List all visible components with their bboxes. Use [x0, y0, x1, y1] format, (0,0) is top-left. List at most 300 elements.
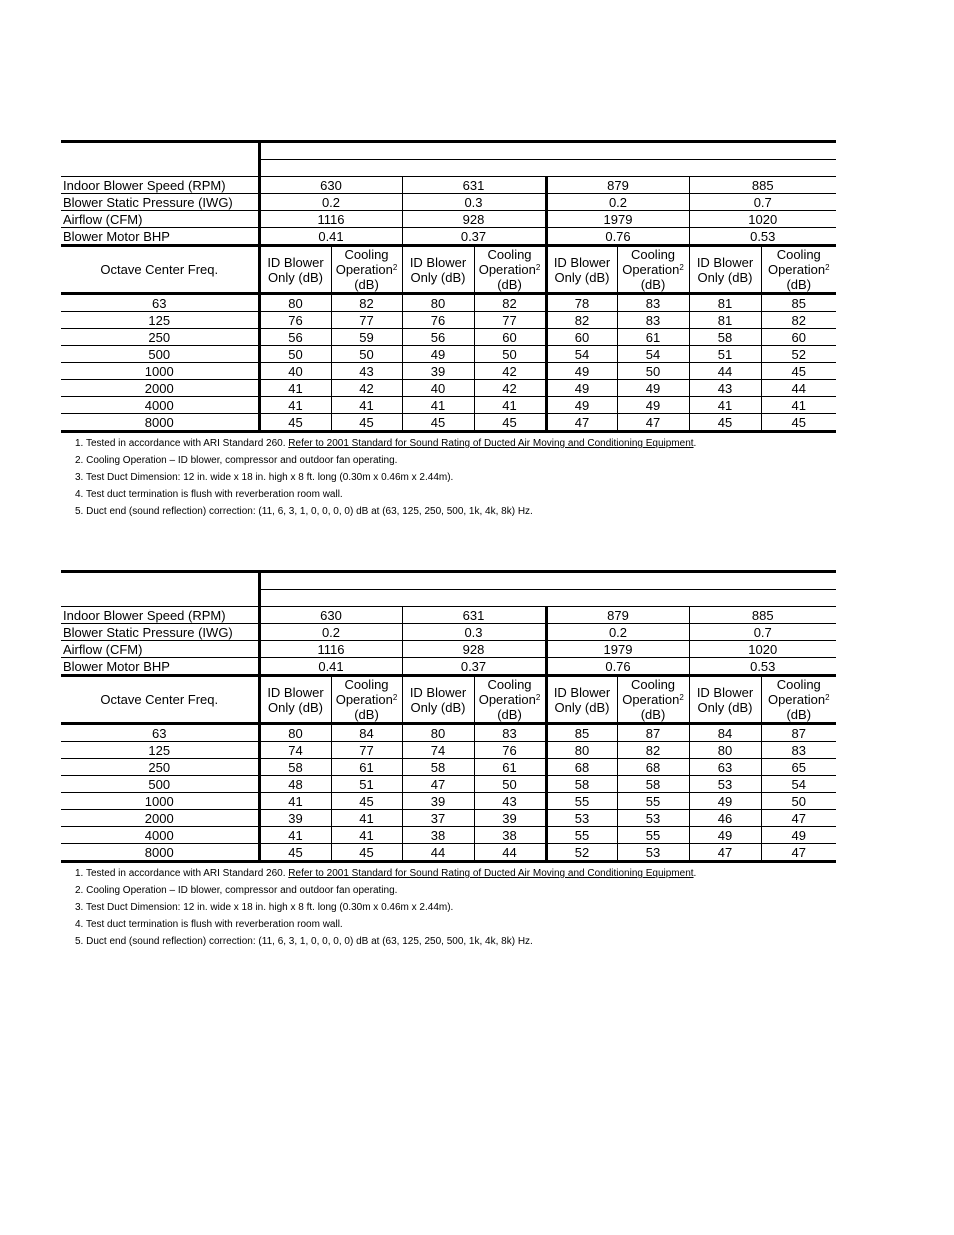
- freq-cell: 63: [61, 724, 259, 742]
- info-value: 0.2: [259, 194, 402, 211]
- info-value: 928: [402, 641, 546, 658]
- db-value-cell: 41: [474, 397, 546, 414]
- db-value-cell: 39: [474, 810, 546, 827]
- footnote-1-text: 1. Tested in accordance with ARI Standard 260.: [75, 868, 289, 879]
- freq-cell: 8000: [61, 414, 259, 432]
- cooling-header-line3: (dB): [640, 277, 666, 292]
- db-value-cell: 58: [546, 776, 617, 793]
- db-value-cell: 74: [259, 742, 331, 759]
- cooling-header-line3: (dB): [354, 277, 379, 292]
- db-value-cell: 37: [402, 810, 474, 827]
- db-value-cell: 77: [331, 312, 402, 329]
- info-label: Airflow (CFM): [61, 641, 259, 658]
- db-value-cell: 80: [402, 724, 474, 742]
- freq-cell: 250: [61, 759, 259, 776]
- db-value-cell: 45: [331, 414, 402, 432]
- cooling-header: [761, 676, 836, 724]
- table-row: [61, 793, 836, 810]
- db-value-cell: 54: [546, 346, 617, 363]
- table-row: [61, 742, 836, 759]
- db-value-cell: 82: [331, 294, 402, 312]
- info-label: Indoor Blower Speed (RPM): [61, 177, 259, 194]
- freq-cell: 500: [61, 776, 259, 793]
- footnote-marker: 2: [392, 693, 398, 702]
- db-value-cell: 83: [617, 294, 689, 312]
- footnote-2: 2. Cooling Operation – ID blower, compressor and outdoor fan operating.: [75, 455, 398, 466]
- db-value-cell: 61: [474, 759, 546, 776]
- id-blower-header: [259, 246, 331, 294]
- info-row: [61, 658, 836, 676]
- db-value-cell: 49: [689, 827, 761, 844]
- cooling-header-line3: (dB): [497, 707, 522, 722]
- db-value-cell: 41: [331, 810, 402, 827]
- info-value: 928: [402, 211, 546, 228]
- footnote-4: 4. Test duct termination is flush with reverberation room wall.: [75, 919, 343, 930]
- table-top-rule: [61, 142, 836, 160]
- table-row: [61, 759, 836, 776]
- info-value: 0.3: [402, 194, 546, 211]
- cooling-header-line1: Cooling: [776, 247, 821, 262]
- cooling-header-line1: Cooling: [344, 677, 389, 692]
- db-value-cell: 42: [331, 380, 402, 397]
- db-value-cell: 40: [259, 363, 331, 380]
- id-blower-header-line1: ID Blower: [696, 254, 754, 270]
- db-value-cell: 63: [689, 759, 761, 776]
- cooling-header-line2: Operation: [767, 262, 826, 277]
- column-header-row: [61, 676, 836, 724]
- db-value-cell: 53: [689, 776, 761, 793]
- info-value: 0.41: [259, 658, 402, 676]
- db-value-cell: 53: [617, 844, 689, 862]
- db-value-cell: 51: [689, 346, 761, 363]
- info-row: [61, 228, 836, 246]
- info-label: Blower Motor BHP: [61, 658, 259, 676]
- table-row: [61, 810, 836, 827]
- footnote-marker: 2: [535, 263, 541, 272]
- db-value-cell: 38: [402, 827, 474, 844]
- info-value: 0.37: [402, 658, 546, 676]
- db-value-cell: 49: [546, 397, 617, 414]
- cooling-header: [474, 246, 546, 294]
- info-value: 885: [689, 177, 836, 194]
- info-row: [61, 641, 836, 658]
- table-row: [61, 380, 836, 397]
- db-value-cell: 39: [259, 810, 331, 827]
- cooling-header: [331, 676, 402, 724]
- info-value: 0.41: [259, 228, 402, 246]
- info-label: Indoor Blower Speed (RPM): [61, 607, 259, 624]
- footnotes: [61, 435, 836, 520]
- freq-header: Octave Center Freq.: [61, 676, 259, 724]
- db-value-cell: 50: [474, 776, 546, 793]
- footnote-1: [75, 865, 836, 882]
- db-value-cell: 55: [546, 827, 617, 844]
- db-value-cell: 54: [617, 346, 689, 363]
- info-value: 0.7: [689, 624, 836, 641]
- id-blower-header: [689, 676, 761, 724]
- id-blower-header-line2: Only (dB): [554, 269, 610, 285]
- cooling-header-line1: Cooling: [776, 677, 821, 692]
- db-value-cell: 41: [331, 397, 402, 414]
- cooling-header-line3: (dB): [786, 707, 812, 722]
- db-value-cell: 58: [689, 329, 761, 346]
- id-blower-header-line2: Only (dB): [697, 269, 753, 285]
- db-value-cell: 49: [689, 793, 761, 810]
- id-blower-header-line2: Only (dB): [268, 269, 323, 285]
- info-value: 631: [402, 607, 546, 624]
- footnote-5: 5. Duct end (sound reflection) correction: (11, 6, 3, 1, 0, 0, 0, 0) dB at (63, 125, 250, 500, 1k, 4k, 8k) Hz.: [75, 506, 533, 517]
- db-value-cell: 45: [474, 414, 546, 432]
- db-value-cell: 50: [259, 346, 331, 363]
- freq-cell: 4000: [61, 827, 259, 844]
- table-row: [61, 414, 836, 432]
- cooling-header: [761, 246, 836, 294]
- db-value-cell: 77: [474, 312, 546, 329]
- info-value: 1979: [546, 211, 689, 228]
- db-value-cell: 55: [617, 793, 689, 810]
- db-value-cell: 65: [761, 759, 836, 776]
- db-value-cell: 50: [617, 363, 689, 380]
- db-value-cell: 41: [402, 397, 474, 414]
- info-row: [61, 177, 836, 194]
- cooling-header: [617, 246, 689, 294]
- info-value: 1020: [689, 211, 836, 228]
- db-value-cell: 85: [761, 294, 836, 312]
- db-value-cell: 84: [331, 724, 402, 742]
- table-row: [61, 397, 836, 414]
- info-value: 631: [402, 177, 546, 194]
- cooling-header-line3: (dB): [640, 707, 666, 722]
- info-value: 0.76: [546, 658, 689, 676]
- sound-table-block-2: [61, 570, 836, 950]
- db-value-cell: 50: [331, 346, 402, 363]
- id-blower-header-line1: ID Blower: [267, 254, 324, 270]
- footnote-3: 3. Test Duct Dimension: 12 in. wide x 18 in. high x 8 ft. long (0.30m x 0.46m x 2.44m).: [75, 902, 454, 913]
- info-label: Blower Static Pressure (IWG): [61, 194, 259, 211]
- db-value-cell: 47: [761, 810, 836, 827]
- info-label: Airflow (CFM): [61, 211, 259, 228]
- info-value: 630: [259, 177, 402, 194]
- db-value-cell: 45: [331, 793, 402, 810]
- db-value-cell: 41: [761, 397, 836, 414]
- freq-cell: 1000: [61, 363, 259, 380]
- db-value-cell: 76: [474, 742, 546, 759]
- db-value-cell: 76: [402, 312, 474, 329]
- info-row: [61, 211, 836, 228]
- id-blower-header-line2: Only (dB): [410, 269, 466, 285]
- db-value-cell: 56: [259, 329, 331, 346]
- db-value-cell: 39: [402, 363, 474, 380]
- db-value-cell: 81: [689, 294, 761, 312]
- column-header-row: [61, 246, 836, 294]
- footnote-1-text: 1. Tested in accordance with ARI Standard 260.: [75, 438, 289, 449]
- id-blower-header: [546, 246, 617, 294]
- cooling-header-line3: (dB): [786, 277, 812, 292]
- info-label: Blower Motor BHP: [61, 228, 259, 246]
- db-value-cell: 87: [761, 724, 836, 742]
- table-row: [61, 827, 836, 844]
- db-value-cell: 61: [617, 329, 689, 346]
- db-value-cell: 44: [689, 363, 761, 380]
- id-blower-header-line1: ID Blower: [409, 254, 467, 270]
- cooling-header-line1: Cooling: [487, 677, 532, 692]
- footnote-1-end: .: [693, 868, 697, 879]
- db-value-cell: 53: [617, 810, 689, 827]
- db-value-cell: 44: [474, 844, 546, 862]
- footnote-marker: 2: [679, 693, 684, 702]
- db-value-cell: 49: [402, 346, 474, 363]
- db-value-cell: 76: [259, 312, 331, 329]
- db-value-cell: 43: [331, 363, 402, 380]
- cooling-header-line2: Operation: [767, 692, 826, 707]
- info-value: 1020: [689, 641, 836, 658]
- id-blower-header-line2: Only (dB): [410, 699, 466, 715]
- db-value-cell: 68: [617, 759, 689, 776]
- footnote-1-standard-ref: Refer to 2001 Standard for Sound Rating of Ducted Air Moving and Conditioning Equipment: [288, 868, 694, 879]
- db-value-cell: 58: [402, 759, 474, 776]
- info-value: 0.2: [546, 194, 689, 211]
- db-value-cell: 41: [259, 827, 331, 844]
- db-value-cell: 45: [761, 363, 836, 380]
- db-value-cell: 50: [474, 346, 546, 363]
- db-value-cell: 47: [761, 844, 836, 862]
- cooling-header-line1: Cooling: [487, 247, 532, 262]
- db-value-cell: 47: [546, 414, 617, 432]
- db-value-cell: 41: [259, 397, 331, 414]
- footnote-3: 3. Test Duct Dimension: 12 in. wide x 18 in. high x 8 ft. long (0.30m x 0.46m x 2.44m).: [75, 472, 454, 483]
- db-value-cell: 42: [474, 363, 546, 380]
- db-value-cell: 49: [617, 380, 689, 397]
- db-value-cell: 43: [689, 380, 761, 397]
- footnote-1-standard-ref: Refer to 2001 Standard for Sound Rating of Ducted Air Moving and Conditioning Equipment: [288, 438, 694, 449]
- db-value-cell: 49: [761, 827, 836, 844]
- db-value-cell: 60: [474, 329, 546, 346]
- id-blower-header-line2: Only (dB): [554, 699, 610, 715]
- footnote-marker: 2: [392, 263, 398, 272]
- footnote-5: 5. Duct end (sound reflection) correction: (11, 6, 3, 1, 0, 0, 0, 0) dB at (63, 125, 250, 500, 1k, 4k, 8k) Hz.: [75, 936, 533, 947]
- id-blower-header: [259, 676, 331, 724]
- db-value-cell: 46: [689, 810, 761, 827]
- cooling-header: [331, 246, 402, 294]
- db-value-cell: 87: [617, 724, 689, 742]
- db-value-cell: 41: [689, 397, 761, 414]
- freq-cell: 500: [61, 346, 259, 363]
- db-value-cell: 48: [259, 776, 331, 793]
- table-row: [61, 363, 836, 380]
- info-value: 1116: [259, 211, 402, 228]
- db-value-cell: 44: [761, 380, 836, 397]
- table-row: [61, 294, 836, 312]
- db-value-cell: 45: [689, 414, 761, 432]
- id-blower-header: [402, 676, 474, 724]
- db-value-cell: 61: [331, 759, 402, 776]
- db-value-cell: 45: [402, 414, 474, 432]
- db-value-cell: 82: [761, 312, 836, 329]
- db-value-cell: 68: [546, 759, 617, 776]
- db-value-cell: 41: [331, 827, 402, 844]
- db-value-cell: 56: [402, 329, 474, 346]
- footnote-marker: 2: [825, 263, 830, 272]
- db-value-cell: 60: [761, 329, 836, 346]
- freq-cell: 4000: [61, 397, 259, 414]
- sound-data-table: [61, 140, 836, 433]
- info-value: 0.53: [689, 228, 836, 246]
- cooling-header-line1: Cooling: [630, 247, 676, 262]
- db-value-cell: 82: [617, 742, 689, 759]
- cooling-header-line3: (dB): [354, 707, 379, 722]
- db-value-cell: 40: [402, 380, 474, 397]
- cooling-header-line2: Operation: [335, 692, 393, 707]
- id-blower-header-line1: ID Blower: [553, 254, 611, 270]
- db-value-cell: 81: [689, 312, 761, 329]
- db-value-cell: 51: [331, 776, 402, 793]
- table-row: [61, 329, 836, 346]
- info-row: [61, 624, 836, 641]
- info-row: [61, 194, 836, 211]
- sound-table-block-1: [61, 140, 836, 520]
- freq-cell: 125: [61, 742, 259, 759]
- db-value-cell: 44: [402, 844, 474, 862]
- db-value-cell: 45: [761, 414, 836, 432]
- db-value-cell: 58: [617, 776, 689, 793]
- db-value-cell: 55: [546, 793, 617, 810]
- cooling-header-line3: (dB): [497, 277, 522, 292]
- db-value-cell: 52: [761, 346, 836, 363]
- info-value: 0.2: [259, 624, 402, 641]
- db-value-cell: 49: [546, 380, 617, 397]
- table-blank-row: [61, 590, 836, 607]
- db-value-cell: 41: [259, 380, 331, 397]
- cooling-header-line1: Cooling: [630, 677, 676, 692]
- cooling-header-line2: Operation: [478, 262, 536, 277]
- db-value-cell: 54: [761, 776, 836, 793]
- sound-data-table: [61, 570, 836, 863]
- db-value-cell: 43: [474, 793, 546, 810]
- db-value-cell: 85: [546, 724, 617, 742]
- table-row: [61, 844, 836, 862]
- info-value: 0.53: [689, 658, 836, 676]
- id-blower-header-line1: ID Blower: [267, 684, 324, 700]
- db-value-cell: 47: [617, 414, 689, 432]
- info-label: Blower Static Pressure (IWG): [61, 624, 259, 641]
- footnote-1-end: .: [693, 438, 697, 449]
- info-value: 630: [259, 607, 402, 624]
- cooling-header-line2: Operation: [478, 692, 536, 707]
- db-value-cell: 80: [689, 742, 761, 759]
- freq-cell: 250: [61, 329, 259, 346]
- cooling-header: [617, 676, 689, 724]
- info-value: 1116: [259, 641, 402, 658]
- freq-cell: 1000: [61, 793, 259, 810]
- db-value-cell: 74: [402, 742, 474, 759]
- footnote-marker: 2: [825, 693, 830, 702]
- info-value: 0.37: [402, 228, 546, 246]
- db-value-cell: 80: [259, 724, 331, 742]
- id-blower-header-line2: Only (dB): [697, 699, 753, 715]
- db-value-cell: 42: [474, 380, 546, 397]
- db-value-cell: 84: [689, 724, 761, 742]
- db-value-cell: 45: [259, 844, 331, 862]
- db-value-cell: 50: [761, 793, 836, 810]
- db-value-cell: 47: [402, 776, 474, 793]
- db-value-cell: 45: [259, 414, 331, 432]
- db-value-cell: 47: [689, 844, 761, 862]
- db-value-cell: 80: [259, 294, 331, 312]
- table-blank-row: [61, 160, 836, 177]
- db-value-cell: 45: [331, 844, 402, 862]
- info-value: 0.7: [689, 194, 836, 211]
- table-top-rule: [61, 572, 836, 590]
- cooling-header-line2: Operation: [622, 262, 680, 277]
- id-blower-header-line1: ID Blower: [696, 684, 754, 700]
- db-value-cell: 59: [331, 329, 402, 346]
- db-value-cell: 82: [546, 312, 617, 329]
- db-value-cell: 53: [546, 810, 617, 827]
- db-value-cell: 41: [259, 793, 331, 810]
- footnote-4: 4. Test duct termination is flush with reverberation room wall.: [75, 489, 343, 500]
- info-value: 0.2: [546, 624, 689, 641]
- freq-cell: 2000: [61, 380, 259, 397]
- cooling-header-line1: Cooling: [344, 247, 389, 262]
- footnote-1: [75, 435, 836, 452]
- table-row: [61, 312, 836, 329]
- db-value-cell: 39: [402, 793, 474, 810]
- info-value: 1979: [546, 641, 689, 658]
- id-blower-header-line1: ID Blower: [553, 684, 611, 700]
- freq-header: Octave Center Freq.: [61, 246, 259, 294]
- cooling-header-line2: Operation: [335, 262, 393, 277]
- id-blower-header-line2: Only (dB): [268, 699, 323, 715]
- freq-cell: 2000: [61, 810, 259, 827]
- db-value-cell: 38: [474, 827, 546, 844]
- id-blower-header: [689, 246, 761, 294]
- info-value: 0.76: [546, 228, 689, 246]
- info-value: 879: [546, 607, 689, 624]
- db-value-cell: 49: [546, 363, 617, 380]
- info-value: 0.3: [402, 624, 546, 641]
- footnotes: [61, 865, 836, 950]
- freq-cell: 8000: [61, 844, 259, 862]
- table-row: [61, 724, 836, 742]
- footnote-2: 2. Cooling Operation – ID blower, compressor and outdoor fan operating.: [75, 885, 398, 896]
- db-value-cell: 52: [546, 844, 617, 862]
- id-blower-header: [546, 676, 617, 724]
- db-value-cell: 82: [474, 294, 546, 312]
- table-row: [61, 346, 836, 363]
- db-value-cell: 77: [331, 742, 402, 759]
- db-value-cell: 60: [546, 329, 617, 346]
- info-value: 879: [546, 177, 689, 194]
- db-value-cell: 55: [617, 827, 689, 844]
- freq-cell: 125: [61, 312, 259, 329]
- db-value-cell: 83: [474, 724, 546, 742]
- info-row: [61, 607, 836, 624]
- db-value-cell: 78: [546, 294, 617, 312]
- db-value-cell: 58: [259, 759, 331, 776]
- db-value-cell: 83: [761, 742, 836, 759]
- db-value-cell: 80: [546, 742, 617, 759]
- db-value-cell: 83: [617, 312, 689, 329]
- info-value: 885: [689, 607, 836, 624]
- id-blower-header-line1: ID Blower: [409, 684, 467, 700]
- footnote-marker: 2: [535, 693, 541, 702]
- id-blower-header: [402, 246, 474, 294]
- db-value-cell: 80: [402, 294, 474, 312]
- freq-cell: 63: [61, 294, 259, 312]
- cooling-header: [474, 676, 546, 724]
- footnote-marker: 2: [679, 263, 684, 272]
- table-row: [61, 776, 836, 793]
